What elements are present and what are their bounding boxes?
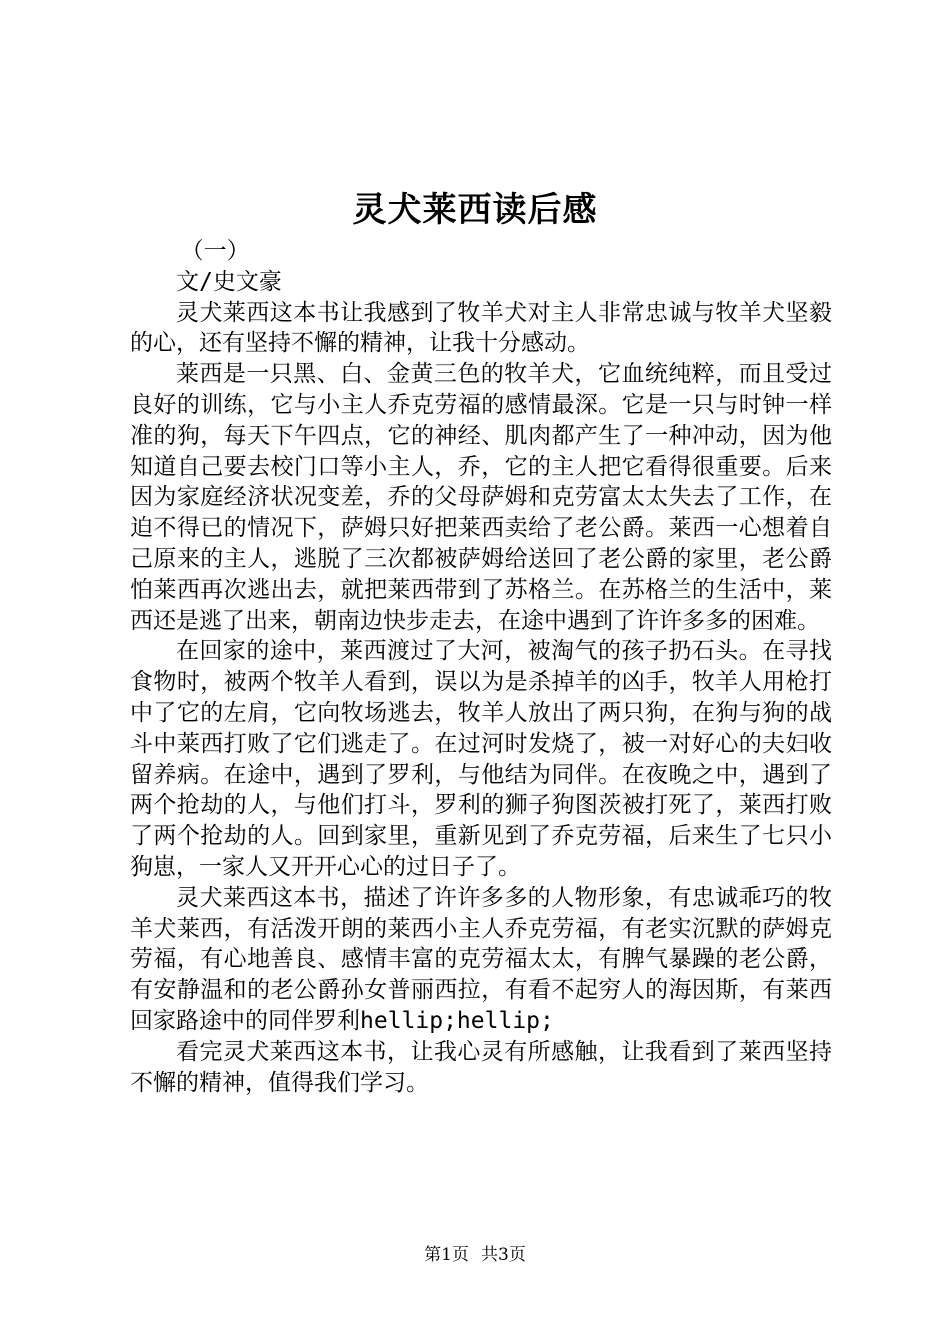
paragraph: 灵犬莱西这本书，描述了许许多多的人物形象，有忠诚乖巧的牧羊犬莱西，有活泼开朗的莱西小主人乔克劳福，有老实沉默的萨姆克劳福，有心地善良、感情丰富的克劳福太太，有脾气暴躁的老公爵，有安静温和的老公爵孙女普丽西拉，有看不起穷人的海因斯，有莱西回家路途中的同伴罗利hellip;hellip; xyxy=(130,884,832,1034)
section-heading: （一） xyxy=(180,238,250,264)
document-body xyxy=(130,236,832,1098)
page-total: 共3页 xyxy=(481,1245,526,1265)
document-title: 灵犬莱西读后感 xyxy=(352,190,598,230)
paragraph: 莱西是一只黑、白、金黄三色的牧羊犬，它血统纯粹，而且受过良好的训练，它与小主人乔克劳福的感情最深。它是一只与时钟一样准的狗，每天下午四点，它的神经、肌肉都产生了一种冲动，因为他知道自己要去校门口等小主人，乔，它的主人把它看得很重要。后来因为家庭经济状况变差，乔的父母萨姆和克劳富太太失去了工作，在迫不得已的情况下，萨姆只好把莱西卖给了老公爵。莱西一心想着自己原来的主人，逃脱了三次都被萨姆给送回了老公爵的家里，老公爵怕莱西再次逃出去，就把莱西带到了苏格兰。在苏格兰的生活中，莱西还是逃了出来，朝南边快步走去，在途中遇到了许许多多的困难。 xyxy=(130,361,832,634)
paragraph: 灵犬莱西这本书让我感到了牧羊犬对主人非常忠诚与牧羊犬坚毅的心，还有坚持不懈的精神，让我十分感动。 xyxy=(130,299,832,357)
page-footer xyxy=(0,1244,950,1266)
paragraph: 在回家的途中，莱西渡过了大河，被淘气的孩子扔石头。在寻找食物时，被两个牧羊人看到，误以为是杀掉羊的凶手，牧羊人用枪打中了它的左肩，它向牧场逃去，牧羊人放出了两只狗，在狗与狗的战斗中莱西打败了它们逃走了。在过河时发烧了，被一对好心的夫妇收留养病。在途中，遇到了罗利，与他结为同伴。在夜晚之中，遇到了两个抢劫的人，与他们打斗，罗利的狮子狗图茨被打死了，莱西打败了两个抢劫的人。回到家里，重新见到了乔克劳福，后来生了七只小狗崽，一家人又开开心心的过日子了。 xyxy=(130,638,832,880)
page-number: 第1页 xyxy=(424,1245,469,1265)
author-line: 文/史文豪 xyxy=(176,268,282,295)
paragraph: 看完灵犬莱西这本书，让我心灵有所感触，让我看到了莱西坚持不懈的精神，值得我们学习。 xyxy=(130,1038,832,1096)
